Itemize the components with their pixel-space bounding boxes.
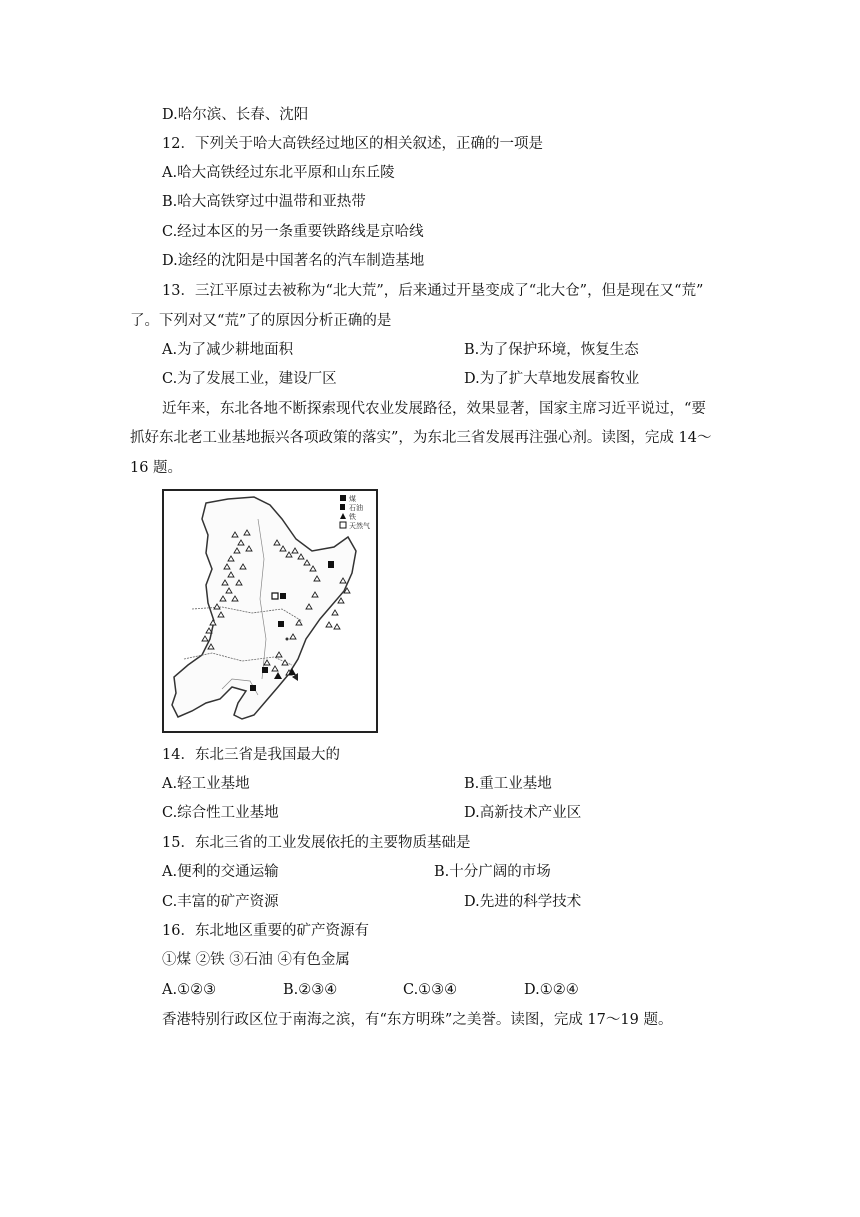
q15-option-a: A.便利的交通运输 xyxy=(162,864,279,880)
passage1-line1: 近年来，东北各地不断探索现代农业发展路径，效果显著，国家主席习近平说过，“要 xyxy=(162,401,706,417)
coal-symbol xyxy=(328,561,334,568)
q14-option-c: C.综合性工业基地 xyxy=(162,805,279,821)
q13-option-b: B.为了保护环境，恢复生态 xyxy=(464,342,639,358)
q12-stem: 12．下列关于哈大高铁经过地区的相关叙述，正确的一项是 xyxy=(162,136,543,152)
q12-option-b: B.哈大高铁穿过中温带和亚热带 xyxy=(162,194,366,210)
q16-option-c: C.①③④ xyxy=(403,982,458,998)
q11-option-d: D.哈尔滨、长春、沈阳 xyxy=(162,107,309,123)
q13-option-c: C.为了发展工业，建设厂区 xyxy=(162,371,337,387)
q16-option-b: B.②③④ xyxy=(283,982,338,998)
q12-option-d: D.途经的沈阳是中国著名的汽车制造基地 xyxy=(162,253,425,269)
oil-symbol xyxy=(280,593,286,599)
q15-option-d: D.先进的科学技术 xyxy=(464,894,582,910)
q15-option-b: B.十分广阔的市场 xyxy=(434,864,551,880)
legend-natural-gas: 天然气 xyxy=(349,522,370,530)
legend-iron: 铁 xyxy=(349,513,356,521)
q14-option-b: B.重工业基地 xyxy=(464,776,552,792)
legend-oil: 石油 xyxy=(349,504,363,512)
q15-option-c: C.丰富的矿产资源 xyxy=(162,894,279,910)
q13-option-a: A.为了减少耕地面积 xyxy=(162,342,294,358)
q14-stem: 14．东北三省是我国最大的 xyxy=(162,747,340,763)
q16-stem: 16．东北地区重要的矿产资源有 xyxy=(162,923,369,939)
q12-option-a: A.哈大高铁经过东北平原和山东丘陵 xyxy=(162,165,395,181)
passage2-line1: 香港特别行政区位于南海之滨，有“东方明珠”之美誉。读图，完成 17～19 题。 xyxy=(162,1012,673,1028)
q13-option-d: D.为了扩大草地发展畜牧业 xyxy=(464,371,640,387)
q14-option-d: D.高新技术产业区 xyxy=(464,805,582,821)
q13-stem-line1: 13．三江平原过去被称为“北大荒”，后来通过开垦变成了“北大仓”，但是现在又“荒” xyxy=(162,283,704,299)
q16-option-d: D.①②④ xyxy=(524,982,579,998)
passage1-line3: 16 题。 xyxy=(130,460,183,476)
passage1-line2: 抓好东北老工业基地振兴各项政策的落实”，为东北三省发展再注强心剂。读图，完成 14～ xyxy=(130,430,712,446)
q16-option-a: A.①②③ xyxy=(162,982,217,998)
coal-symbol-3 xyxy=(250,685,256,691)
northeast-china-mineral-map xyxy=(162,489,378,733)
q13-stem-line2: 了。下列对又“荒”了的原因分析正确的是 xyxy=(130,313,392,329)
coal-symbol-2 xyxy=(278,621,284,627)
legend-coal: 煤 xyxy=(349,495,356,503)
q15-stem: 15．东北三省的工业发展依托的主要物质基础是 xyxy=(162,835,471,851)
map-graphic xyxy=(162,489,378,733)
q16-choices: ①煤 ②铁 ③石油 ④有色金属 xyxy=(162,952,350,968)
q14-option-a: A.轻工业基地 xyxy=(162,776,250,792)
natural-gas-symbol xyxy=(272,593,278,599)
oil-symbol-2 xyxy=(262,667,268,673)
q12-option-c: C.经过本区的另一条重要铁路线是京哈线 xyxy=(162,224,424,240)
